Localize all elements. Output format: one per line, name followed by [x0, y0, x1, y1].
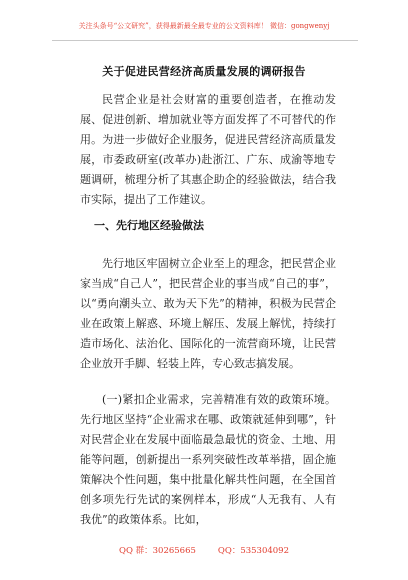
footer-contact: [0, 544, 408, 556]
intro-paragraph: 民营企业是社会财富的重要创造者，在推动发展、促进创新、增加就业等方面发挥了不可替代的作用。为进一步做好企业服务，促进民营经济高质量发展，市委政研室(改革办)赴浙江、广东、成渝等地专题调研，梳理分析了其惠企助企的经验做法，结合我市实际，提出了工作建议。: [80, 93, 336, 206]
section-heading-1: 一、先行地区经验做法: [94, 219, 204, 232]
header-divider: [52, 40, 358, 41]
item-1-paragraph: (一)紧扣企业需求，完善精准有效的政策环境。先行地区坚持“企业需求在哪、政策就延伸到哪”，针对民营企业在发展中面临最急最忧的资金、土地、用能等问题，创新提出一系列突破性改革举措，固企施策解决个性问题，集中批量化解共性问题，在全国首创多项先行先试的案例样本，形成“人无我有、人有我优”的政策体系。比如，: [80, 393, 336, 526]
section-1-paragraph: 先行地区牢固树立企业至上的理念，把民营企业家当成“自己人”，把民营企业的事当成“自己的事”，以“勇向潮头立、敢为天下先”的精神，积极为民营企业在政策上解惑、环境上解压、发展上解忧，持续打造市场化、法治化、国际化的一流营商环境，让民营企业放开手脚、轻装上阵，专心致志搞发展。: [80, 257, 336, 370]
document-title: 关于促进民营经济高质量发展的调研报告: [102, 65, 306, 78]
header-banner: 关注头条号“公文研究”，获得最新最全最专业的公文资料库！ 微信：gongwenyj: [78, 22, 330, 30]
qq-contact-label: QQ：535304092: [217, 546, 289, 556]
qq-group-label: QQ 群：30265665: [118, 546, 196, 556]
